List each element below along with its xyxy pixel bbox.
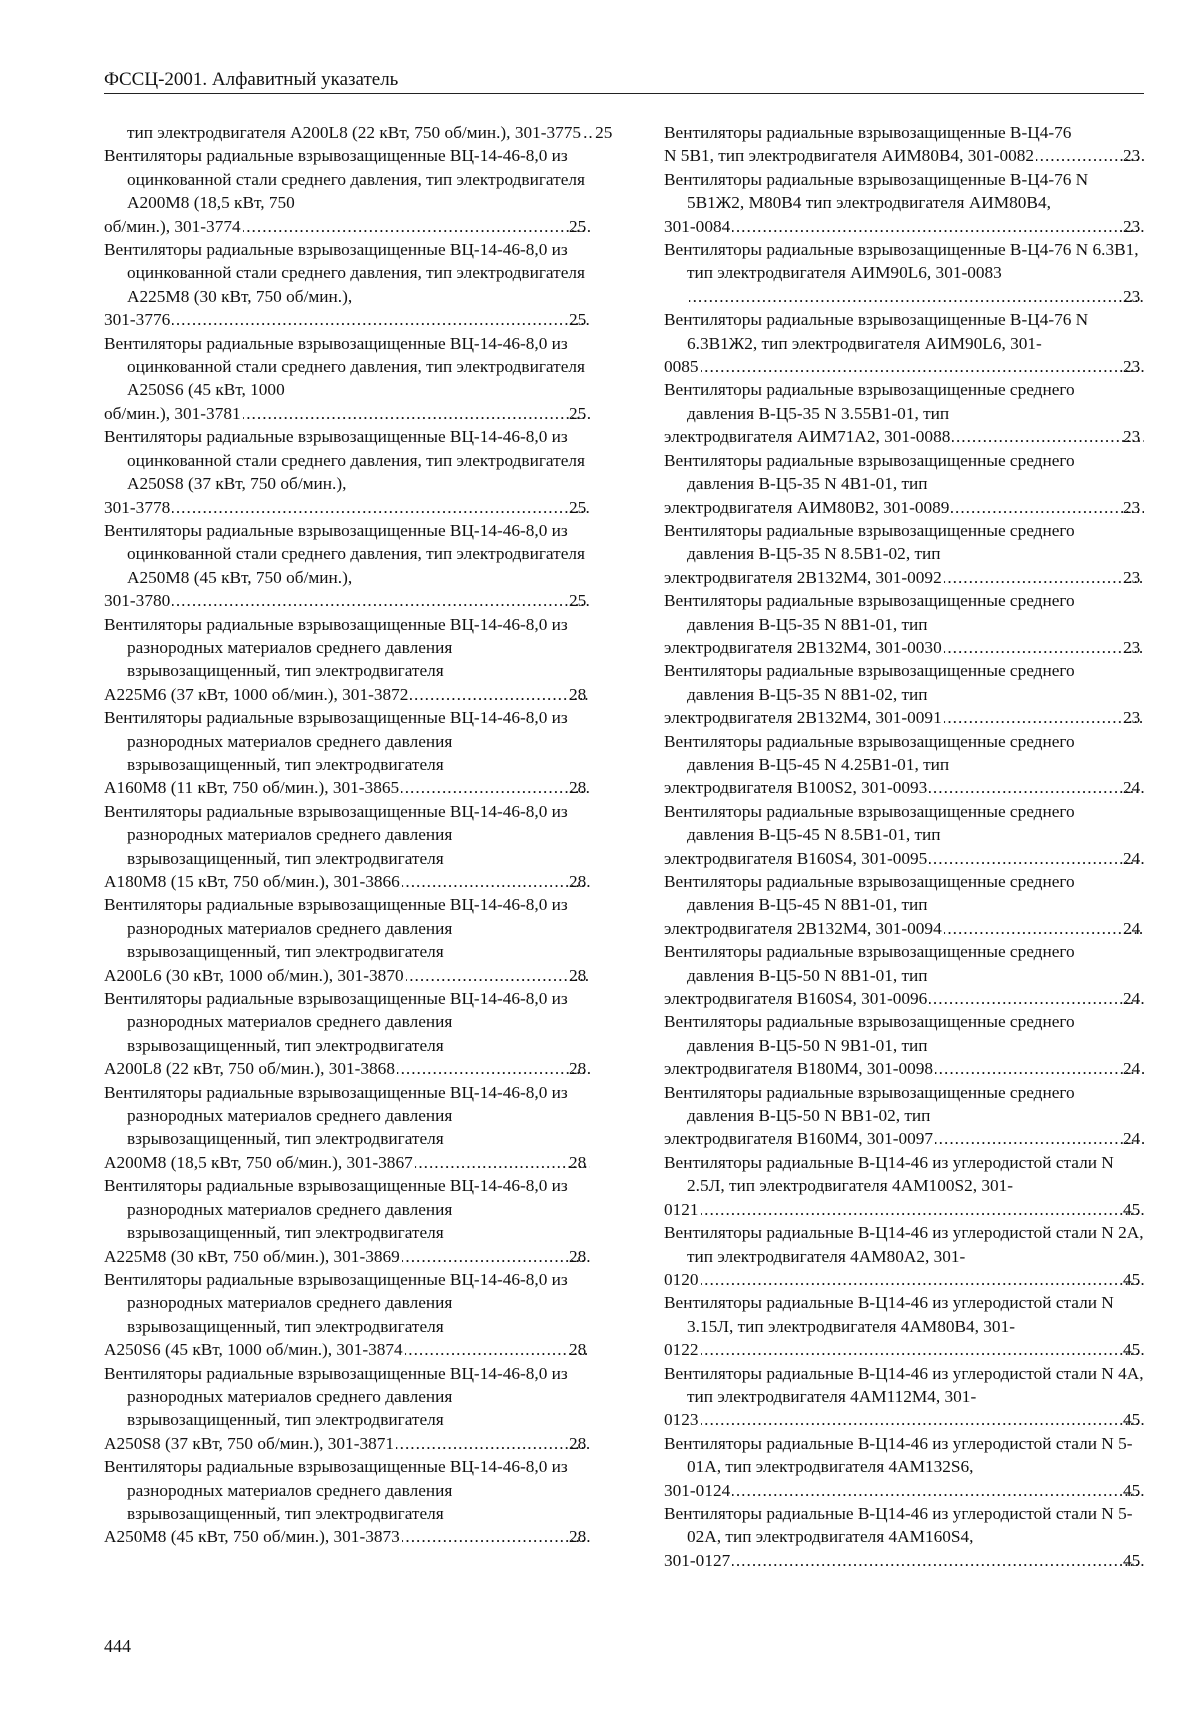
dot-leader bbox=[701, 1408, 1144, 1431]
entry-tail-text: 301-0124 bbox=[664, 1480, 731, 1500]
dot-leader bbox=[405, 1338, 590, 1361]
entry-tail-text: тип электродвигателя А200L8 (22 кВт, 750 об/мин.), 301-3775 bbox=[127, 123, 582, 142]
index-entry bbox=[104, 1174, 592, 1268]
entry-text: Вентиляторы радиальные взрывозащищенные ВЦ-14-46-8,0 из оцинкованной стали среднего давления, тип электродвигателя А225М8 (30 кВт, 750 об/мин.), bbox=[104, 240, 585, 306]
page-number: 444 bbox=[104, 1636, 131, 1656]
dot-leader bbox=[402, 870, 590, 893]
entry-leader-line: 0123 ..... 45 bbox=[687, 1408, 1146, 1431]
index-entry bbox=[104, 800, 592, 894]
dot-leader bbox=[401, 776, 590, 799]
entry-leader-line: электродвигателя АИМ80В2, 301-0089 ..... 23 bbox=[687, 496, 1146, 519]
index-entry bbox=[664, 519, 1146, 589]
dot-leader bbox=[583, 121, 593, 144]
entry-tail-text: электродвигателя 2В132М4, 301-0030 bbox=[664, 637, 942, 657]
index-entry bbox=[664, 1502, 1146, 1572]
dot-leader bbox=[944, 917, 1144, 940]
entry-text: Вентиляторы радиальные В-Ц14-46 из углеродистой стали N 5-02А, тип электродвигателя 4АМ160S4, bbox=[664, 1503, 1133, 1547]
entry-tail-text: 301-3778 bbox=[104, 497, 171, 517]
entry-leader-line: электродвигателя В160S4, 301-0096 ..... 24 bbox=[687, 987, 1146, 1010]
entry-leader-line: ..... 23 bbox=[687, 285, 1146, 308]
entry-leader-line: А200L6 (30 кВт, 1000 об/мин.), 301-3870 ..... 28 bbox=[127, 964, 592, 987]
entry-leader-line: 301-0084 ..... 23 bbox=[687, 215, 1146, 238]
index-entry bbox=[664, 589, 1146, 659]
dot-leader bbox=[397, 1057, 590, 1080]
entry-tail-text: об/мин.), 301-3781 bbox=[104, 403, 241, 423]
dot-leader bbox=[243, 215, 590, 238]
entry-leader-line: 301-3778 ..... 25 bbox=[127, 496, 592, 519]
entry-text: Вентиляторы радиальные взрывозащищенные ВЦ-14-46-8,0 из разнородных материалов среднего давления взрывозащищенный, тип электродвигателя bbox=[104, 1269, 568, 1336]
entry-tail-text: А160М8 (11 кВт, 750 об/мин.), 301-3865 bbox=[104, 778, 400, 798]
dot-leader bbox=[396, 1432, 590, 1455]
entry-text: Вентиляторы радиальные взрывозащищенные ВЦ-14-46-8,0 из оцинкованной стали среднего давления, тип электродвигателя А250М8 (45 кВт, 750 об/мин.), bbox=[104, 520, 585, 587]
entry-tail-text: А225М6 (37 кВт, 1000 об/мин.), 301-3872 bbox=[104, 684, 409, 704]
entry-leader-line: 301-3776 ..... 25 bbox=[127, 308, 592, 331]
entry-leader-line: 301-0127 ..... 45 bbox=[687, 1549, 1146, 1572]
dot-leader bbox=[701, 1338, 1144, 1361]
entry-leader-line: А250М8 (45 кВт, 750 об/мин.), 301-3873 ..... 28 bbox=[127, 1525, 592, 1548]
entry-text: Вентиляторы радиальные взрывозащищенные ВЦ-14-46-8,0 из разнородных материалов среднего давления взрывозащищенный, тип электродвигателя bbox=[104, 614, 568, 681]
entry-leader-line: об/мин.), 301-3781 ..... 25 bbox=[127, 402, 592, 425]
entry-leader-line: 0121 ..... 45 bbox=[687, 1198, 1146, 1221]
entry-tail-text: А200М8 (18,5 кВт, 750 об/мин.), 301-3867 bbox=[104, 1152, 413, 1172]
index-entry bbox=[664, 1362, 1146, 1432]
entry-tail-text: 0121 bbox=[664, 1199, 699, 1219]
entry-leader-line: А225М6 (37 кВт, 1000 об/мин.), 301-3872 ..... 28 bbox=[127, 683, 592, 706]
index-entry bbox=[664, 1291, 1146, 1361]
dot-leader bbox=[944, 636, 1144, 659]
entry-tail-text: А180М8 (15 кВт, 750 об/мин.), 301-3866 bbox=[104, 872, 400, 891]
index-entry bbox=[664, 1432, 1146, 1502]
entry-text: Вентиляторы радиальные взрывозащищенные ВЦ-14-46-8,0 из оцинкованной стали среднего давления, тип электродвигателя А250S6 (45 кВт, 1000 bbox=[104, 333, 585, 400]
entry-tail-text: А250S6 (45 кВт, 1000 об/мин.), 301-3874 bbox=[104, 1340, 403, 1360]
dot-leader bbox=[172, 496, 590, 519]
entry-tail-text: электродвигателя АИМ80В2, 301-0089 bbox=[664, 497, 950, 517]
dot-leader bbox=[410, 683, 590, 706]
entry-leader-line: 0085 ..... 23 bbox=[687, 355, 1146, 378]
dot-leader bbox=[172, 589, 590, 612]
index-entry bbox=[104, 1362, 592, 1456]
index-entry bbox=[104, 1455, 592, 1549]
entry-leader-line: об/мин.), 301-3774 ..... 25 bbox=[127, 215, 592, 238]
entry-leader-line: электродвигателя 2В132М4, 301-0092 ..... 23 bbox=[687, 566, 1146, 589]
entry-text: Вентиляторы радиальные взрывозащищенные ВЦ-14-46-8,0 из оцинкованной стали среднего давления, тип электродвигателя А250S8 (37 кВт, 750 об/мин.), bbox=[104, 427, 585, 494]
index-entry bbox=[104, 519, 592, 613]
index-entry bbox=[664, 730, 1146, 800]
index-entry bbox=[104, 893, 592, 987]
entry-tail-text: А225М8 (30 кВт, 750 об/мин.), 301-3869 bbox=[104, 1246, 400, 1266]
index-entry bbox=[104, 613, 592, 707]
entry-text: Вентиляторы радиальные взрывозащищенные ВЦ-14-46-8,0 из оцинкованной стали среднего давления, тип электродвигателя А200М8 (18,5 кВт, 750 bbox=[104, 146, 585, 213]
entry-text: Вентиляторы радиальные взрывозащищенные среднего давления В-Ц5-35 N 3.55В1-01, тип bbox=[664, 380, 1075, 423]
entry-tail-text: А200L8 (22 кВт, 750 об/мин.), 301-3868 bbox=[104, 1059, 395, 1079]
entry-text: Вентиляторы радиальные В-Ц14-46 из углеродистой стали N 3.15Л, тип электродвигателя 4АМ80В4, 301- bbox=[664, 1293, 1114, 1336]
dot-leader bbox=[402, 1525, 590, 1548]
entry-tail-text: 301-3780 bbox=[104, 591, 171, 611]
dot-leader bbox=[415, 1151, 590, 1174]
entry-leader-line: А180М8 (15 кВт, 750 об/мин.), 301-3866 ..... 28 bbox=[127, 870, 592, 893]
index-entry bbox=[104, 425, 592, 519]
index-column-left bbox=[104, 121, 613, 1549]
entry-leader-line: А200L8 (22 кВт, 750 об/мин.), 301-3868 ..... 28 bbox=[127, 1057, 592, 1080]
entry-text: Вентиляторы радиальные взрывозащищенные среднего давления В-Ц5-50 N ВВ1-02, тип bbox=[664, 1082, 1075, 1126]
index-entry bbox=[104, 1081, 592, 1175]
entry-leader-line: 0120 ..... 45 bbox=[687, 1268, 1146, 1291]
entry-leader-line: А160М8 (11 кВт, 750 об/мин.), 301-3865 ..... 28 bbox=[127, 776, 592, 799]
index-entry bbox=[104, 144, 592, 238]
entry-tail-text: электродвигателя В160М4, 301-0097 bbox=[664, 1129, 934, 1149]
entry-text: Вентиляторы радиальные В-Ц14-46 из углеродистой стали N 4А, тип электродвигателя 4АМ112М4, 301- bbox=[664, 1363, 1144, 1406]
index-entry bbox=[104, 706, 592, 800]
dot-leader bbox=[243, 402, 590, 425]
entry-tail-text: электродвигателя АИМ71А2, 301-0088 bbox=[664, 427, 951, 447]
entry-text: Вентиляторы радиальные взрывозащищенные среднего давления В-Ц5-45 N 8.5В1-01, тип bbox=[664, 801, 1075, 845]
entry-leader-line: электродвигателя 2В132М4, 301-0094 ..... 24 bbox=[687, 917, 1146, 940]
index-entry bbox=[104, 987, 592, 1081]
dot-leader bbox=[929, 847, 1144, 870]
index-entry bbox=[664, 870, 1146, 940]
dot-leader bbox=[944, 566, 1144, 589]
entry-text: Вентиляторы радиальные взрывозащищенные В-Ц4-76 N 5В1Ж2, М80В4 тип электродвигателя АИМ80В4, bbox=[664, 169, 1089, 213]
entry-tail-text: 0120 bbox=[664, 1269, 699, 1289]
entry-leader-line: А250S8 (37 кВт, 750 об/мин.), 301-3871 ..... 28 bbox=[127, 1432, 592, 1455]
entry-leader-line: А250S6 (45 кВт, 1000 об/мин.), 301-3874 ..... 28 bbox=[127, 1338, 592, 1361]
entry-tail-text: электродвигателя В160S4, 301-0096 bbox=[664, 989, 928, 1009]
dot-leader bbox=[172, 308, 590, 331]
entry-tail-text: А200L6 (30 кВт, 1000 об/мин.), 301-3870 bbox=[104, 965, 404, 985]
dot-leader bbox=[689, 285, 1144, 308]
entry-text: Вентиляторы радиальные взрывозащищенные ВЦ-14-46-8,0 из разнородных материалов среднего давления взрывозащищенный, тип электродвигателя bbox=[104, 1457, 568, 1523]
index-entry bbox=[664, 940, 1146, 1010]
entry-text: Вентиляторы радиальные взрывозащищенные ВЦ-14-46-8,0 из разнородных материалов среднего давления взрывозащищенный, тип электродвигателя bbox=[104, 1363, 568, 1430]
entry-leader-line: электродвигателя В160М4, 301-0097 ..... 24 bbox=[687, 1127, 1146, 1150]
entry-text: Вентиляторы радиальные взрывозащищенные ВЦ-14-46-8,0 из разнородных материалов среднего давления взрывозащищенный, тип электродвигателя bbox=[104, 801, 568, 868]
entry-text: Вентиляторы радиальные взрывозащищенные ВЦ-14-46-8,0 из разнородных материалов среднего давления взрывозащищенный, тип электродвигателя bbox=[104, 989, 568, 1055]
dot-leader bbox=[701, 1268, 1144, 1291]
entry-leader-line: электродвигателя В180М4, 301-0098 ..... 24 bbox=[687, 1057, 1146, 1080]
entry-text: Вентиляторы радиальные взрывозащищенные ВЦ-14-46-8,0 из разнородных материалов среднего давления взрывозащищенный, тип электродвигателя bbox=[104, 895, 568, 962]
entry-tail-text: электродвигателя 2В132М4, 301-0094 bbox=[664, 918, 942, 938]
dot-leader bbox=[701, 355, 1144, 378]
entry-leader-line: 301-0124 ..... 45 bbox=[687, 1479, 1146, 1502]
entry-tail-text: электродвигателя В180М4, 301-0098 bbox=[664, 1059, 934, 1079]
entry-tail-text: 301-0127 bbox=[664, 1550, 731, 1570]
entry-tail-text: 301-3776 bbox=[104, 310, 171, 330]
entry-text: Вентиляторы радиальные взрывозащищенные В-Ц4-76 N 6.3В1, тип электродвигателя АИМ90L6, 301-0083 bbox=[664, 240, 1139, 283]
entry-tail-text: N 5В1, тип электродвигателя АИМ80В4, 301-0082 bbox=[664, 146, 1035, 166]
dot-leader bbox=[935, 1127, 1144, 1150]
dot-leader bbox=[929, 776, 1144, 799]
entry-text: Вентиляторы радиальные взрывозащищенные среднего давления В-Ц5-50 N 9В1-01, тип bbox=[664, 1012, 1075, 1055]
entry-text: Вентиляторы радиальные взрывозащищенные В-Ц4-76 bbox=[664, 123, 1072, 142]
index-entry bbox=[664, 1221, 1146, 1291]
index-column-right bbox=[664, 121, 1146, 1572]
entry-leader-line bbox=[127, 121, 613, 144]
entry-text: Вентиляторы радиальные В-Ц14-46 из углеродистой стали N 5-01А, тип электродвигателя 4АМ132S6, bbox=[664, 1433, 1133, 1477]
entry-tail-text: электродвигателя В100S2, 301-0093 bbox=[664, 778, 928, 798]
entry-leader-line: электродвигателя В160S4, 301-0095 ..... 24 bbox=[687, 847, 1146, 870]
entry-tail-text: А250М8 (45 кВт, 750 об/мин.), 301-3873 bbox=[104, 1527, 400, 1547]
page-header bbox=[104, 68, 1144, 94]
entry-leader-line: электродвигателя 2В132М4, 301-0030 ..... 23 bbox=[687, 636, 1146, 659]
dot-leader bbox=[406, 964, 590, 987]
entry-leader-line: А225М8 (30 кВт, 750 об/мин.), 301-3869 ..... 28 bbox=[127, 1245, 592, 1268]
entry-leader-line: А200М8 (18,5 кВт, 750 об/мин.), 301-3867 ..... 28 bbox=[127, 1151, 592, 1174]
entry-text: Вентиляторы радиальные взрывозащищенные среднего давления В-Ц5-35 N 8.5В1-02, тип bbox=[664, 520, 1075, 564]
entry-text: Вентиляторы радиальные взрывозащищенные ВЦ-14-46-8,0 из разнородных материалов среднего давления взрывозащищенный, тип электродвигателя bbox=[104, 1082, 568, 1149]
entry-leader-line: электродвигателя 2В132М4, 301-0091 ..... 23 bbox=[687, 706, 1146, 729]
entry-text: Вентиляторы радиальные взрывозащищенные среднего давления В-Ц5-35 N 4В1-01, тип bbox=[664, 450, 1075, 494]
entry-text: Вентиляторы радиальные взрывозащищенные среднего давления В-Ц5-35 N 8В1-02, тип bbox=[664, 661, 1075, 704]
entry-leader-line: N 5В1, тип электродвигателя АИМ80В4, 301-0082 ..... 23 bbox=[687, 144, 1146, 167]
dot-leader bbox=[935, 1057, 1144, 1080]
dot-leader bbox=[944, 706, 1144, 729]
index-entry bbox=[104, 332, 592, 426]
entry-tail-text: электродвигателя В160S4, 301-0095 bbox=[664, 848, 928, 868]
dot-leader bbox=[701, 1198, 1144, 1221]
index-entry bbox=[664, 378, 1146, 448]
index-entry bbox=[664, 659, 1146, 729]
entry-tail-text: 0085 bbox=[664, 357, 699, 377]
entry-tail-text: 0122 bbox=[664, 1340, 699, 1360]
index-entry bbox=[664, 449, 1146, 519]
entry-text: Вентиляторы радиальные взрывозащищенные среднего давления В-Ц5-45 N 4.25В1-01, тип bbox=[664, 731, 1075, 774]
entry-leader-line: электродвигателя АИМ71А2, 301-0088 ..... 23 bbox=[687, 425, 1146, 448]
entry-leader-line: 301-3780 ..... 25 bbox=[127, 589, 592, 612]
index-entry bbox=[664, 800, 1146, 870]
dot-leader bbox=[732, 1549, 1144, 1572]
index-entry bbox=[104, 1268, 592, 1362]
entry-text: Вентиляторы радиальные В-Ц14-46 из углеродистой стали N 2А, тип электродвигателя 4АМ80А2, 301- bbox=[664, 1223, 1144, 1266]
entry-text: Вентиляторы радиальные взрывозащищенные среднего давления В-Ц5-35 N 8В1-01, тип bbox=[664, 591, 1075, 634]
index-entry bbox=[664, 1010, 1146, 1080]
entry-text: Вентиляторы радиальные взрывозащищенные ВЦ-14-46-8,0 из разнородных материалов среднего давления взрывозащищенный, тип электродвигателя bbox=[104, 708, 568, 774]
index-entry bbox=[104, 121, 613, 144]
entry-tail-text: об/мин.), 301-3774 bbox=[104, 216, 241, 236]
entry-tail-text: электродвигателя 2В132М4, 301-0091 bbox=[664, 708, 942, 728]
entry-text: Вентиляторы радиальные взрывозащищенные ВЦ-14-46-8,0 из разнородных материалов среднего давления взрывозащищенный, тип электродвигателя bbox=[104, 1176, 568, 1243]
dot-leader bbox=[952, 425, 1144, 448]
index-entry bbox=[104, 238, 592, 332]
entry-text: Вентиляторы радиальные В-Ц14-46 из углеродистой стали N 2.5Л, тип электродвигателя 4АМ100S2, 301- bbox=[664, 1152, 1114, 1196]
dot-leader bbox=[929, 987, 1144, 1010]
entry-text: Вентиляторы радиальные взрывозащищенные среднего давления В-Ц5-45 N 8В1-01, тип bbox=[664, 872, 1075, 915]
index-entry bbox=[664, 121, 1146, 168]
dot-leader bbox=[732, 1479, 1144, 1502]
index-entry bbox=[664, 168, 1146, 238]
entry-tail-text: А250S8 (37 кВт, 750 об/мин.), 301-3871 bbox=[104, 1433, 395, 1453]
dot-leader bbox=[402, 1245, 590, 1268]
index-entry bbox=[664, 1081, 1146, 1151]
entry-tail-text: электродвигателя 2В132М4, 301-0092 bbox=[664, 567, 942, 587]
dot-leader bbox=[732, 215, 1144, 238]
entry-tail-text: 0123 bbox=[664, 1410, 699, 1430]
header-title: ФССЦ-2001. Алфавитный указатель bbox=[104, 69, 399, 90]
index-entry bbox=[664, 1151, 1146, 1221]
entry-leader-line: 0122 ..... 45 bbox=[687, 1338, 1146, 1361]
entry-tail-text: 301-0084 bbox=[664, 216, 731, 236]
dot-leader bbox=[951, 496, 1144, 519]
entry-text: Вентиляторы радиальные взрывозащищенные среднего давления В-Ц5-50 N 8В1-01, тип bbox=[664, 942, 1075, 985]
entry-text: Вентиляторы радиальные взрывозащищенные В-Ц4-76 N 6.3В1Ж2, тип электродвигателя АИМ90L6, 301- bbox=[664, 310, 1089, 353]
entry-leader-line: электродвигателя В100S2, 301-0093 ..... 24 bbox=[687, 776, 1146, 799]
index-entry bbox=[664, 238, 1146, 308]
entry-page-ref: 25 bbox=[595, 123, 613, 142]
index-entry bbox=[664, 308, 1146, 378]
